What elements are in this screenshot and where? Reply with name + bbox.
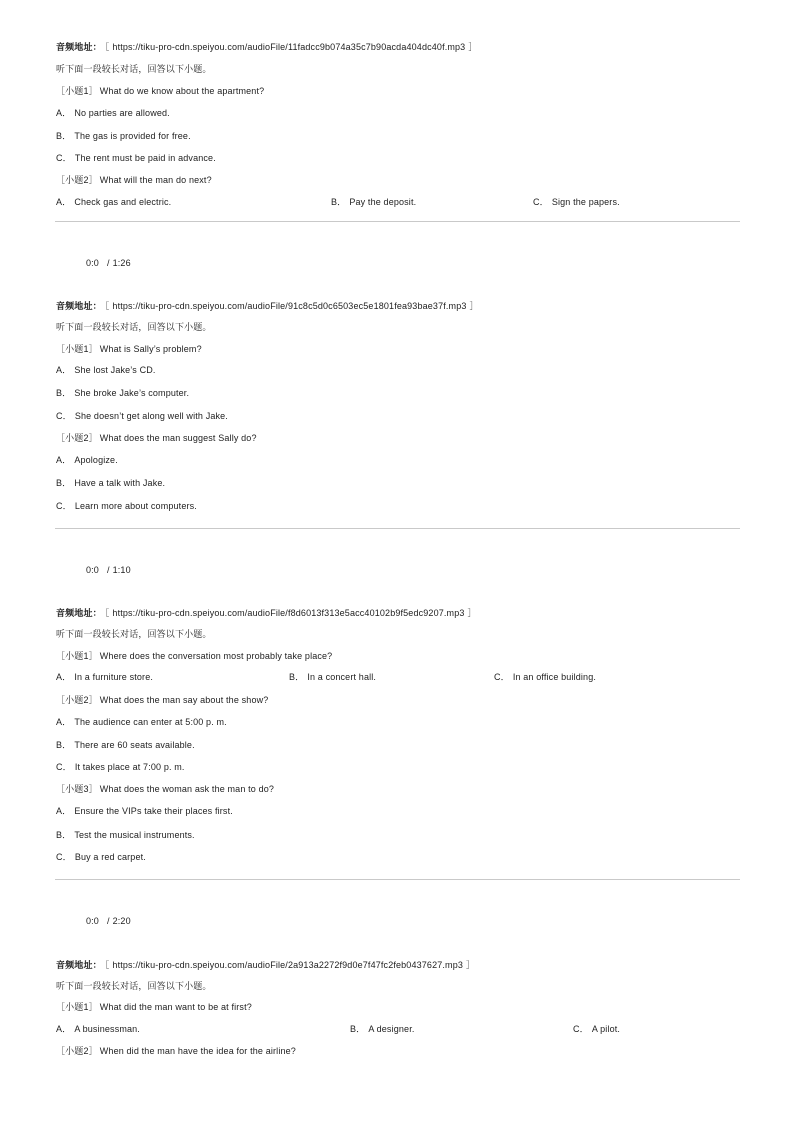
- option-c: [533, 196, 620, 208]
- question-label: ［小题1］: [56, 651, 98, 661]
- option-letter: B．: [56, 131, 72, 141]
- option-c: [573, 1023, 620, 1035]
- option-text: Pay the deposit.: [349, 197, 417, 207]
- option-b: [56, 387, 189, 399]
- audio-url-link[interactable]: https://tiku-pro-cdn.speiyou.com/audioFile/f8d6013f313e5acc40102b9f5edc9207.mp3: [112, 608, 465, 618]
- option-c: [56, 851, 146, 863]
- option-c: [494, 671, 596, 683]
- question-text: What does the woman ask the man to do?: [99, 784, 275, 794]
- option-letter: C．: [573, 1024, 589, 1034]
- question-label: ［小题1］: [56, 86, 98, 96]
- option-text: She broke Jake’s computer.: [74, 388, 190, 398]
- option-letter: C．: [494, 672, 510, 682]
- option-b: [56, 477, 165, 489]
- option-text: A designer.: [368, 1024, 415, 1034]
- bracket-close: ］: [466, 960, 476, 970]
- audio-address: [56, 300, 482, 312]
- question: [56, 174, 212, 186]
- question-label: ［小题2］: [56, 175, 98, 185]
- bracket-open: ［: [104, 42, 110, 52]
- audio-address-label: 音频地址：: [56, 42, 102, 52]
- section-divider: [55, 221, 740, 222]
- time-separator: /: [106, 916, 110, 926]
- option-b: [350, 1023, 415, 1035]
- question-label: ［小题3］: [56, 784, 98, 794]
- section-divider: [55, 528, 740, 529]
- option-c: [56, 410, 228, 422]
- question-label: ［小题2］: [56, 433, 98, 443]
- question: [56, 783, 274, 795]
- option-letter: B．: [289, 672, 305, 682]
- option-b: [56, 829, 195, 841]
- option-text: The audience can enter at 5:00 p. m.: [74, 717, 227, 727]
- option-b: [331, 196, 416, 208]
- option-a: [56, 805, 233, 817]
- audio-address-label: 音频地址：: [56, 608, 102, 618]
- question: [56, 85, 264, 97]
- audio-url-link[interactable]: https://tiku-pro-cdn.speiyou.com/audioFile/11fadcc9b074a35c7b90acda404dc40f.mp3: [112, 42, 466, 52]
- option-letter: A．: [56, 806, 72, 816]
- option-c: [56, 152, 216, 164]
- current-time: 0:0: [86, 258, 99, 268]
- option-text: Sign the papers.: [551, 197, 620, 207]
- question-text: What do we know about the apartment?: [99, 86, 265, 96]
- option-a: [56, 454, 118, 466]
- audio-player[interactable]: [86, 915, 131, 927]
- bracket-open: ［: [104, 608, 110, 618]
- audio-player[interactable]: [86, 257, 131, 269]
- bracket-open: ［: [104, 301, 110, 311]
- bracket-close: ］: [468, 42, 478, 52]
- instruction: 听下面一段较长对话，回答以下小题。: [56, 981, 212, 991]
- question-label: ［小题1］: [56, 344, 98, 354]
- option-letter: C．: [533, 197, 549, 207]
- option-text: She doesn’t get along well with Jake.: [74, 411, 228, 421]
- question-text: When did the man have the idea for the airline?: [99, 1046, 296, 1056]
- option-a: [56, 671, 153, 683]
- option-text: In a concert hall.: [307, 672, 377, 682]
- instruction: 听下面一段较长对话，回答以下小题。: [56, 629, 212, 639]
- option-text: Buy a red carpet.: [74, 852, 146, 862]
- option-letter: B．: [56, 388, 72, 398]
- option-c: [56, 761, 185, 773]
- question: [56, 343, 202, 355]
- question: [56, 650, 332, 662]
- option-letter: A．: [56, 717, 72, 727]
- current-time: 0:0: [86, 916, 99, 926]
- question: [56, 1045, 296, 1057]
- total-time: 2:20: [112, 916, 131, 926]
- option-letter: C．: [56, 411, 72, 421]
- option-b: [289, 671, 376, 683]
- option-text: There are 60 seats available.: [74, 740, 195, 750]
- question: [56, 1001, 252, 1013]
- option-text: Ensure the VIPs take their places first.: [74, 806, 233, 816]
- question-text: What is Sally’s problem?: [99, 344, 202, 354]
- option-text: Apologize.: [74, 455, 118, 465]
- audio-address-label: 音频地址：: [56, 960, 102, 970]
- question-label: ［小题1］: [56, 1002, 98, 1012]
- option-text: It takes place at 7:00 p. m.: [74, 762, 185, 772]
- instruction: 听下面一段较长对话，回答以下小题。: [56, 322, 212, 332]
- instruction: 听下面一段较长对话，回答以下小题。: [56, 64, 212, 74]
- option-a: [56, 107, 170, 119]
- option-text: The rent must be paid in advance.: [74, 153, 216, 163]
- time-separator: /: [106, 258, 110, 268]
- option-letter: C．: [56, 762, 72, 772]
- audio-url-link[interactable]: https://tiku-pro-cdn.speiyou.com/audioFile/91c8c5d0c6503ec5e1801fea93bae37f.mp3: [112, 301, 467, 311]
- option-letter: A．: [56, 672, 72, 682]
- option-letter: C．: [56, 852, 72, 862]
- total-time: 1:26: [112, 258, 131, 268]
- audio-address: [56, 607, 480, 619]
- option-letter: B．: [350, 1024, 366, 1034]
- option-letter: A．: [56, 197, 72, 207]
- bracket-close: ］: [469, 301, 479, 311]
- question-text: What will the man do next?: [99, 175, 212, 185]
- audio-player[interactable]: [86, 564, 131, 576]
- option-letter: B．: [56, 830, 72, 840]
- option-text: Check gas and electric.: [74, 197, 172, 207]
- option-b: [56, 739, 195, 751]
- option-text: A pilot.: [591, 1024, 621, 1034]
- option-a: [56, 716, 227, 728]
- option-a: [56, 1023, 140, 1035]
- option-letter: A．: [56, 108, 72, 118]
- option-a: [56, 196, 171, 208]
- option-text: No parties are allowed.: [74, 108, 170, 118]
- option-text: A businessman.: [74, 1024, 140, 1034]
- question-text: Where does the conversation most probably take place?: [99, 651, 333, 661]
- option-letter: B．: [56, 478, 72, 488]
- question: [56, 694, 268, 706]
- question-text: What does the man say about the show?: [99, 695, 269, 705]
- option-text: The gas is provided for free.: [74, 131, 191, 141]
- option-a: [56, 364, 156, 376]
- question-label: ［小题2］: [56, 695, 98, 705]
- question-label: ［小题2］: [56, 1046, 98, 1056]
- option-letter: C．: [56, 153, 72, 163]
- audio-url-link[interactable]: https://tiku-pro-cdn.speiyou.com/audioFile/2a913a2272f9d0e7f47fc2feb0437627.mp3: [112, 960, 464, 970]
- option-letter: A．: [56, 455, 72, 465]
- option-text: In a furniture store.: [74, 672, 153, 682]
- section-divider: [55, 879, 740, 880]
- option-b: [56, 130, 191, 142]
- question: [56, 432, 257, 444]
- audio-address-label: 音频地址：: [56, 301, 102, 311]
- question-text: What did the man want to be at first?: [99, 1002, 252, 1012]
- option-letter: B．: [56, 740, 72, 750]
- bracket-open: ［: [104, 960, 110, 970]
- audio-address: [56, 959, 478, 971]
- option-c: [56, 500, 197, 512]
- option-letter: B．: [331, 197, 347, 207]
- total-time: 1:10: [112, 565, 131, 575]
- option-text: Have a talk with Jake.: [74, 478, 166, 488]
- option-text: Test the musical instruments.: [74, 830, 195, 840]
- question-text: What does the man suggest Sally do?: [99, 433, 257, 443]
- option-text: In an office building.: [512, 672, 597, 682]
- current-time: 0:0: [86, 565, 99, 575]
- bracket-close: ］: [467, 608, 477, 618]
- option-text: Learn more about computers.: [74, 501, 197, 511]
- option-letter: A．: [56, 1024, 72, 1034]
- option-letter: A．: [56, 365, 72, 375]
- audio-address: [56, 41, 480, 53]
- option-text: She lost Jake’s CD.: [74, 365, 156, 375]
- option-letter: C．: [56, 501, 72, 511]
- time-separator: /: [106, 565, 110, 575]
